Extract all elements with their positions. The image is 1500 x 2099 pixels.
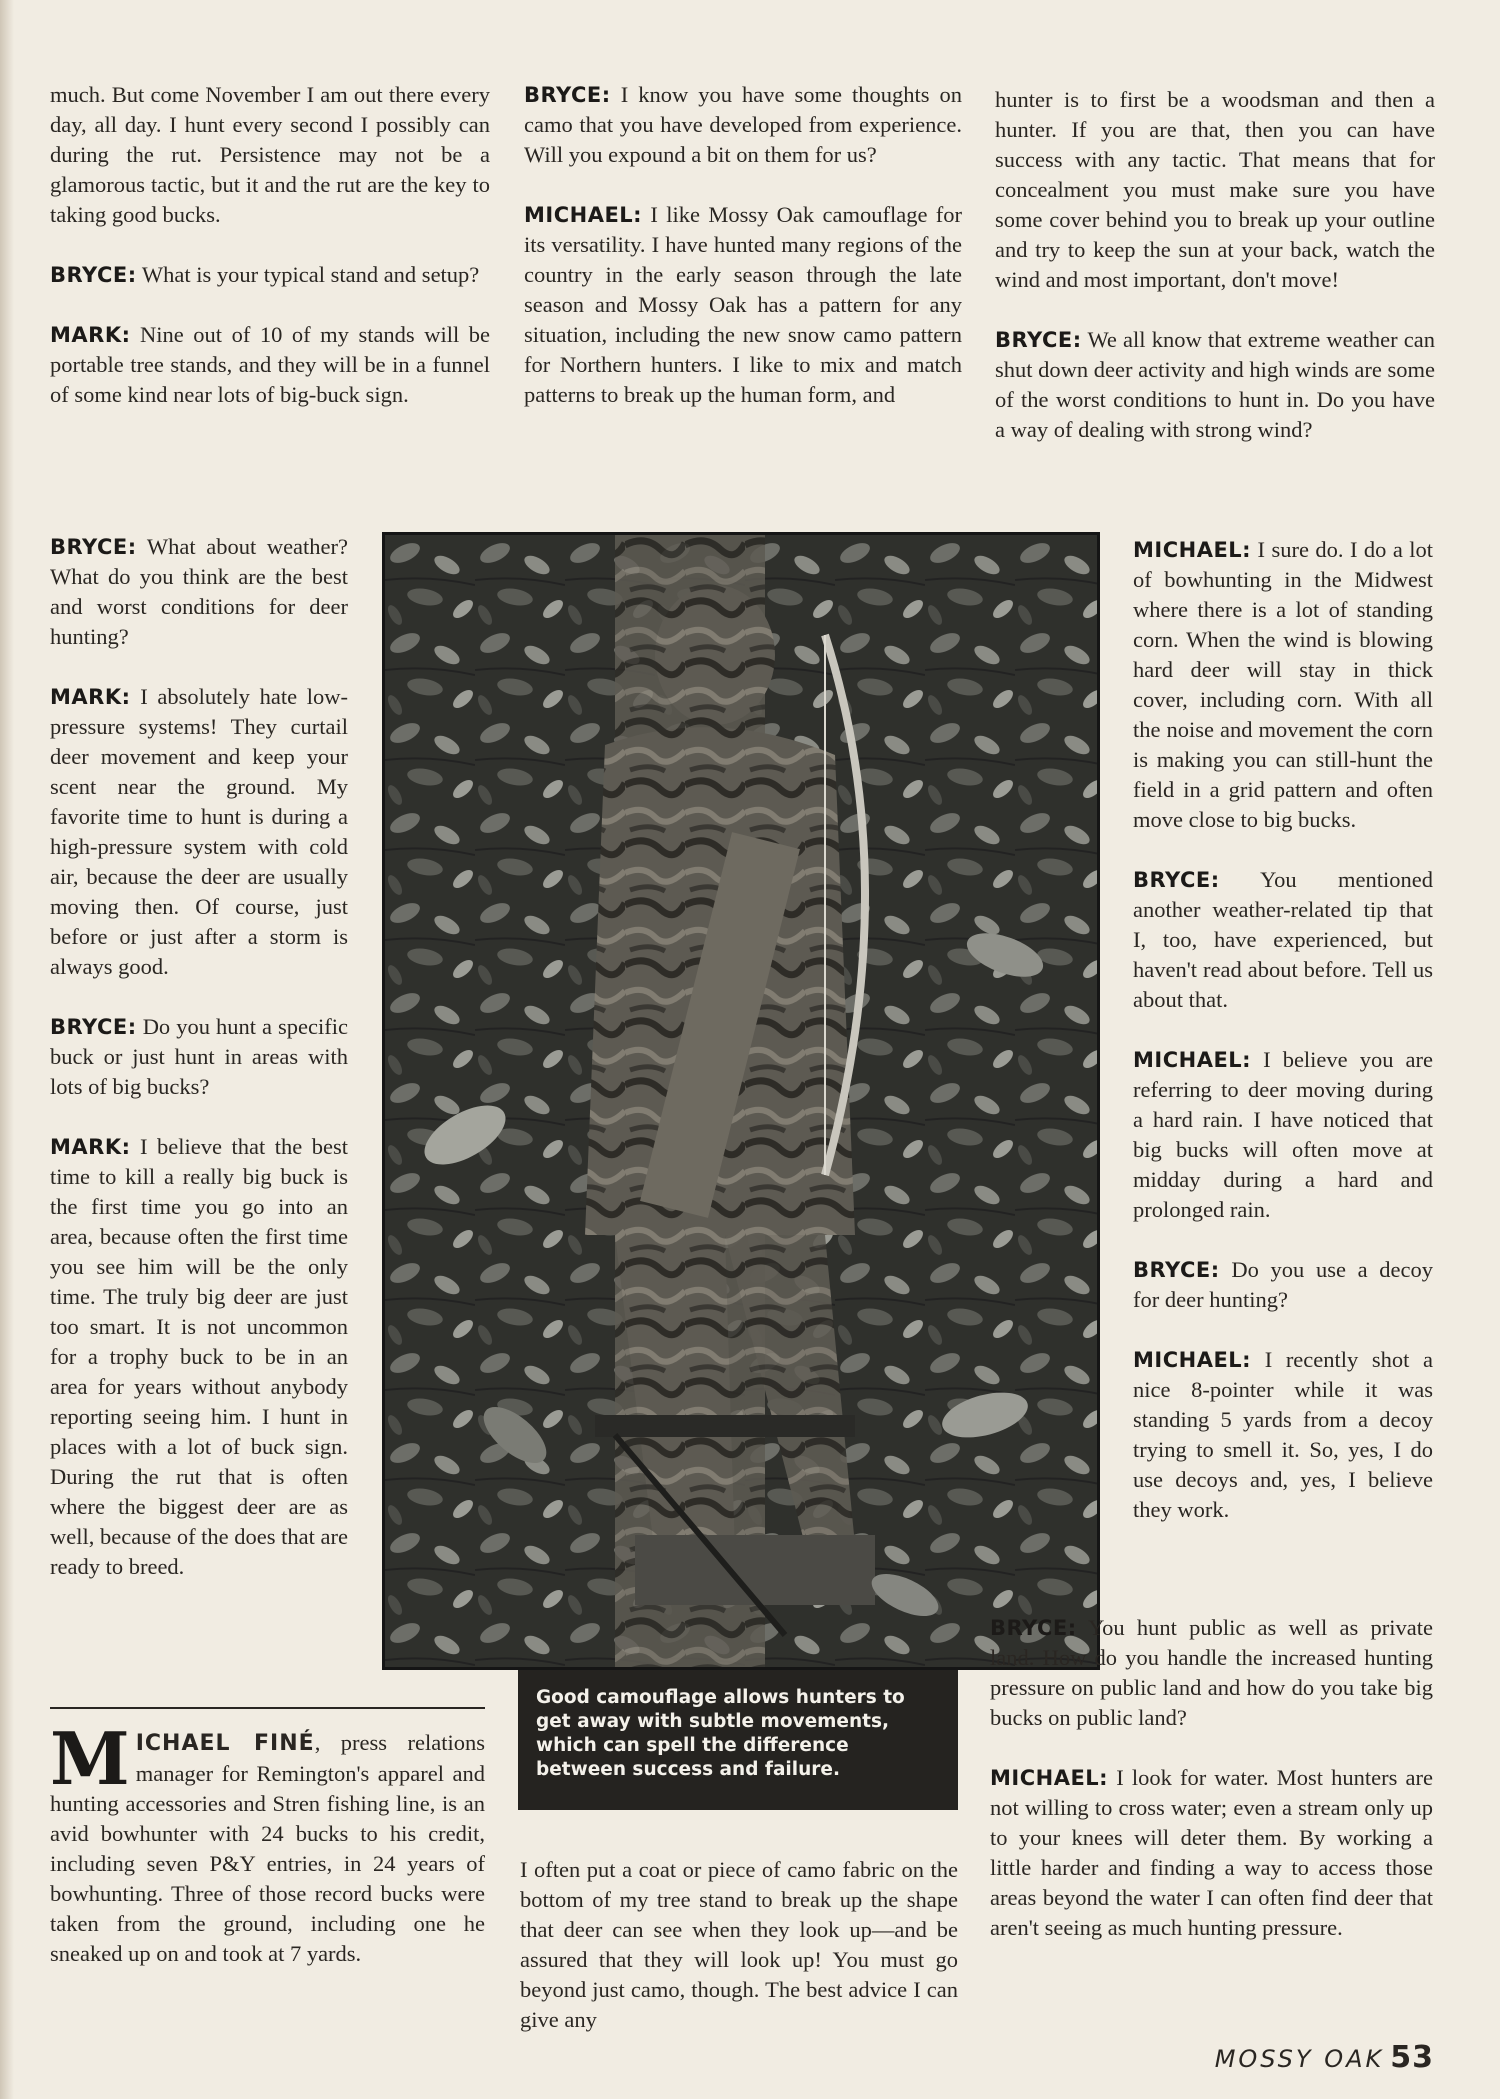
bio-divider-rule <box>50 1707 485 1709</box>
paragraph-text: I recently shot a nice 8-pointer while it was standing 5 yards from a decoy trying to smell it. So, yes, I do use decoys and, yes, I believe they work. <box>1133 1347 1433 1522</box>
bio-text: , press relations manager for Remington's apparel and hunting accessories and Stren fishing line, is an avid bowhunter with 24 bucks to his credit, including seven P&Y entries, in 24 years of bowhunting. Three of those record bucks were taken from the ground, including one he sneaked up on and took at 7 yards. <box>50 1730 485 1966</box>
paragraph <box>1133 535 1433 835</box>
speaker-label: MICHAEL: <box>1133 1348 1252 1372</box>
paragraph-text: Nine out of 10 of my stands will be portable tree stands, and they will be in a funnel of some kind near lots of big-buck sign. <box>50 322 490 407</box>
paragraph <box>995 325 1435 445</box>
page-folio <box>1215 2040 1434 2075</box>
paragraph-text: Do you use a decoy for deer hunting? <box>1133 1257 1434 1312</box>
paragraph-text: What is your typical stand and setup? <box>141 262 480 287</box>
speaker-label: BRYCE: <box>50 535 137 559</box>
paragraph <box>524 80 962 170</box>
column-2-bottom <box>520 1855 958 2035</box>
paragraph <box>50 682 348 982</box>
speaker-label: MARK: <box>50 1135 131 1159</box>
paragraph-text: You hunt public as well as private land. How do you handle the increased hunting pressure on public land and how do you take big bucks on public land? <box>990 1615 1433 1730</box>
speaker-label: BRYCE: <box>1133 1258 1220 1282</box>
scan-shadow-edge <box>0 0 14 2099</box>
column-3-bottom <box>990 1613 1433 1943</box>
hunter-camouflage-photo <box>382 532 1100 1670</box>
paragraph <box>524 200 962 410</box>
paragraph <box>50 1012 348 1102</box>
bio-name: ICHAEL FINÉ <box>135 1731 315 1756</box>
speaker-label: BRYCE: <box>524 83 611 107</box>
paragraph-text: much. But come November I am out there every day, all day. I hunt every second I possibly can during the rut. Persistence may not be a glamorous tactic, but it and the rut are the key to taking good bucks. <box>50 82 490 227</box>
paragraph-text: I sure do. I do a lot of bowhunting in the Midwest where there is a lot of standing corn. When the wind is blowing hard deer will stay in thick cover, including corn. With all the noise and movement the corn is making you can still-hunt the field in a grid pattern and often move close to big bucks. <box>1133 537 1434 832</box>
magazine-name: MOSSY OAK <box>1214 2045 1385 2073</box>
speaker-label: MICHAEL: <box>1133 538 1252 562</box>
paragraph <box>50 260 490 290</box>
photo-caption: Good camouflage allows hunters to get away with subtle movements, which can spell the difference between success and failure. <box>518 1670 958 1810</box>
column-3-top <box>995 85 1435 445</box>
paragraph-text: You mentioned another weather-related tip that I, too, have experienced, but haven't read about before. Tell us about that. <box>1133 867 1433 1012</box>
speaker-label: BRYCE: <box>50 263 137 287</box>
author-bio <box>50 1716 485 1969</box>
speaker-label: BRYCE: <box>995 328 1082 352</box>
paragraph <box>990 1763 1433 1943</box>
speaker-label: MICHAEL: <box>990 1766 1109 1790</box>
speaker-label: MARK: <box>50 685 131 709</box>
column-1-top <box>50 80 490 440</box>
paragraph <box>50 532 348 652</box>
speaker-label: MARK: <box>50 323 131 347</box>
paragraph <box>1133 865 1433 1015</box>
paragraph-text: We all know that extreme weather can shut down deer activity and high winds are some of the worst conditions to hunt in. Do you have a way of dealing with strong wind? <box>995 327 1436 442</box>
paragraph-text: Do you hunt a specific buck or just hunt in areas with lots of big bucks? <box>50 1014 348 1099</box>
photo-illustration <box>385 535 1097 1667</box>
paragraph <box>990 1613 1433 1733</box>
paragraph <box>1133 1255 1433 1315</box>
paragraph <box>50 1132 348 1582</box>
paragraph-text: I look for water. Most hunters are not willing to cross water; even a stream only up to your knees will deter them. By working a little harder and finding a way to access those areas beyond the water I can often find deer that aren't seeing as much hunting pressure. <box>990 1765 1433 1940</box>
paragraph <box>520 1855 958 2035</box>
paragraph <box>995 85 1435 295</box>
speaker-label: BRYCE: <box>50 1015 137 1039</box>
speaker-label: MICHAEL: <box>524 203 643 227</box>
paragraph <box>50 320 490 410</box>
paragraph-text: hunter is to first be a woodsman and then a hunter. If you are that, then you can have success with any tactic. That means that for concealment you must make sure you have some cover behind you to break up your outline and try to keep the sun at your back, watch the wind and most important, don't move! <box>995 87 1435 292</box>
paragraph-text: I believe that the best time to kill a really big buck is the first time you go into an area, because often the first time you see him will be the only time. The truly big deer are just too smart. It is not uncommon for a trophy buck to be in an area for years without anybody reporting seeing him. I hunt in places with a lot of buck sign. During the rut that is often where the biggest deer are as well, because of the does that are ready to breed. <box>50 1134 348 1579</box>
speaker-label: BRYCE: <box>990 1616 1077 1640</box>
paragraph-text: I know you have some thoughts on camo that you have developed from experience. Will you expound a bit on them for us? <box>524 82 963 167</box>
paragraph <box>50 80 490 230</box>
paragraph-text: What about weather? What do you think are the best and worst conditions for deer hunting? <box>50 534 349 649</box>
column-2-top <box>524 80 962 410</box>
paragraph-text: I like Mossy Oak camouflage for its versatility. I have hunted many regions of the country in the early season through the late season and Mossy Oak has a pattern for any situation, including the new snow camo pattern for Northern hunters. I like to mix and match patterns to break up the human form, and <box>524 202 963 407</box>
speaker-label: MICHAEL: <box>1133 1048 1252 1072</box>
paragraph-text: I absolutely hate low-pressure systems! They curtail deer movement and keep your scent near the ground. My favorite time to hunt is during a high-pressure system with cold air, because the deer are usually moving then. Of course, just before or just after a storm is always good. <box>50 684 348 979</box>
drop-cap: M <box>50 1716 130 1801</box>
column-3-narrow <box>1133 535 1433 1555</box>
paragraph-text: I often put a coat or piece of camo fabric on the bottom of my tree stand to break up the shape that deer can see when they look up—and be assured that they will look up! You must go beyond just camo, though. The best advice I can give any <box>520 1857 958 2032</box>
speaker-label: BRYCE: <box>1133 868 1220 892</box>
page-number: 53 <box>1390 2040 1434 2075</box>
paragraph <box>1133 1045 1433 1225</box>
paragraph <box>1133 1345 1433 1525</box>
paragraph-text: I believe you are referring to deer moving during a hard rain. I have noticed that big bucks will often move at midday during a hard and prolonged rain. <box>1133 1047 1433 1222</box>
column-1-narrow <box>50 532 348 1582</box>
